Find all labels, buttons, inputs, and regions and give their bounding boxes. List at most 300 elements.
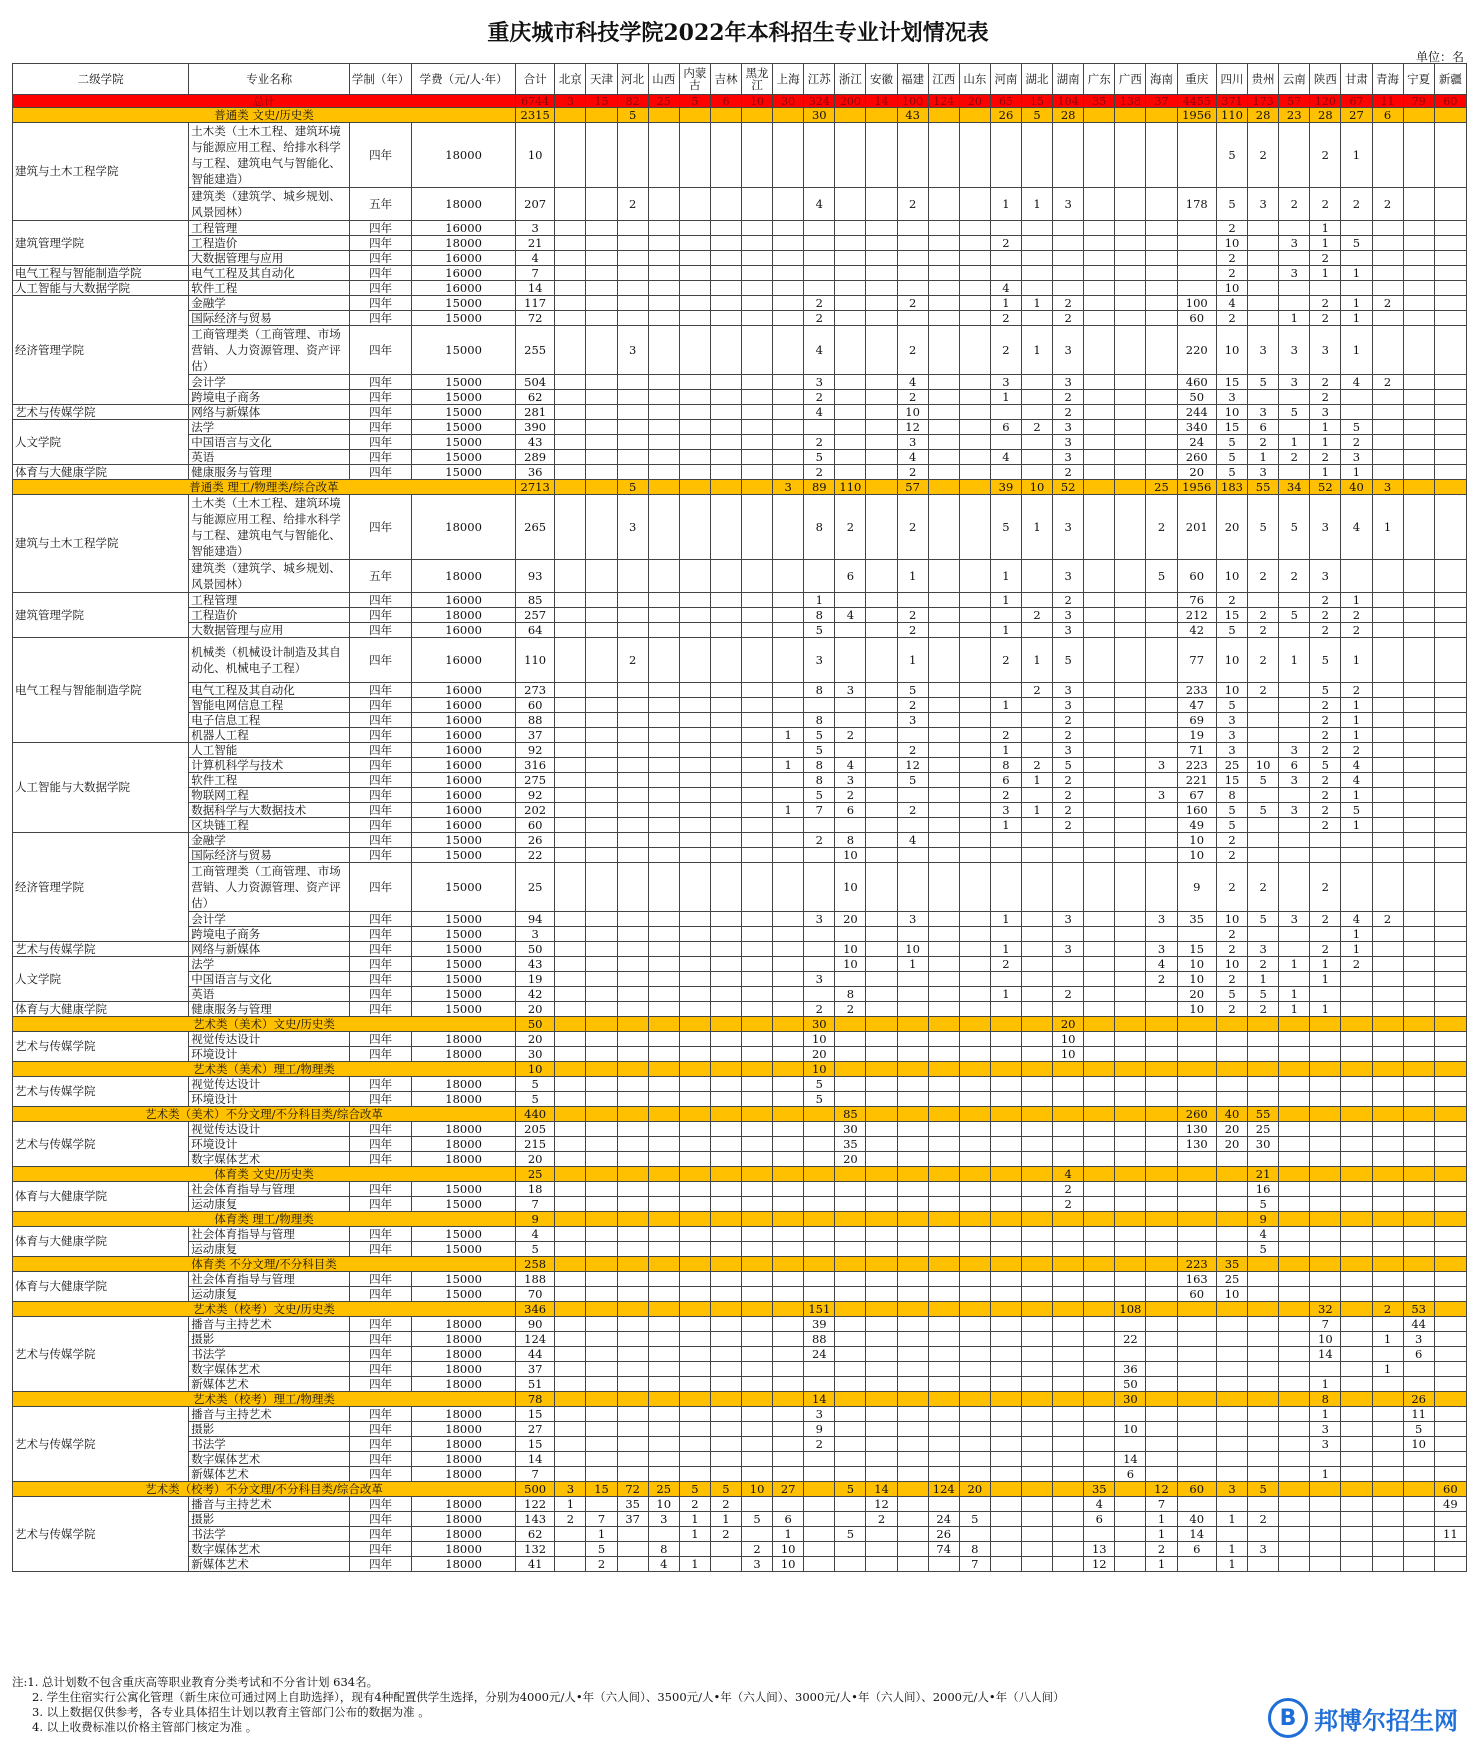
province-cell (835, 1557, 866, 1572)
province-cell (1146, 1077, 1177, 1092)
province-cell: 24 (804, 1347, 835, 1362)
province-cell (710, 375, 741, 390)
province-cell: 5 (1146, 560, 1177, 593)
province-cell (773, 912, 804, 927)
province-cell (835, 1167, 866, 1182)
province-cell (835, 1062, 866, 1077)
tuition-cell: 18000 (412, 1077, 516, 1092)
province-cell (1022, 1407, 1053, 1422)
major-cell: 播音与主持艺术 (189, 1497, 350, 1512)
province-cell (1022, 713, 1053, 728)
province-cell (773, 1242, 804, 1257)
province-cell (773, 1227, 804, 1242)
province-cell: 2 (1248, 435, 1279, 450)
province-cell (742, 1497, 773, 1512)
col-header: 广东 (1084, 64, 1115, 95)
province-cell: 1 (897, 638, 928, 683)
province-cell (1022, 593, 1053, 608)
province-cell (804, 1467, 835, 1482)
province-cell (990, 1512, 1021, 1527)
province-cell (835, 108, 866, 123)
province-cell (648, 912, 679, 927)
province-cell (1434, 833, 1466, 848)
province-cell (1053, 972, 1084, 987)
table-row (13, 863, 1467, 912)
province-cell (1053, 1407, 1084, 1422)
province-cell: 2 (804, 311, 835, 326)
province-cell: 104 (1053, 95, 1084, 108)
major-cell: 土木类（土木工程、建筑环境与能源应用工程、给排水科学与工程、建筑电气与智能化、智能建造） (189, 495, 350, 560)
tuition-cell: 15000 (412, 972, 516, 987)
province-cell (928, 713, 959, 728)
province-cell (555, 266, 586, 281)
province-cell: 260 (1177, 450, 1216, 465)
college-cell: 人文学院 (13, 420, 189, 465)
province-cell (1341, 1017, 1372, 1032)
province-cell (835, 1422, 866, 1437)
province-cell: 11 (1372, 95, 1403, 108)
province-cell (835, 326, 866, 375)
col-header: 学制（年） (350, 64, 412, 95)
major-cell: 健康服务与管理 (189, 1002, 350, 1017)
major-cell: 运动康复 (189, 1242, 350, 1257)
province-cell (648, 833, 679, 848)
province-cell: 19 (1177, 728, 1216, 743)
tuition-cell: 18000 (412, 1497, 516, 1512)
province-cell: 15 (1177, 942, 1216, 957)
province-cell (617, 375, 648, 390)
province-cell (1115, 1257, 1146, 1272)
total-cell: 346 (515, 1302, 554, 1317)
province-cell (1341, 1482, 1372, 1497)
province-cell (897, 1557, 928, 1572)
province-cell (897, 972, 928, 987)
province-cell (866, 1392, 897, 1407)
tuition-cell: 16000 (412, 803, 516, 818)
total-cell: 4 (515, 251, 554, 266)
province-cell (648, 1437, 679, 1452)
duration-cell: 四年 (350, 1227, 412, 1242)
province-cell (1341, 251, 1372, 266)
province-cell (1084, 927, 1115, 942)
province-cell (866, 1272, 897, 1287)
duration-cell: 四年 (350, 435, 412, 450)
province-cell (742, 296, 773, 311)
tuition-cell: 18000 (412, 560, 516, 593)
province-cell (1403, 1182, 1434, 1197)
table-row (13, 957, 1467, 972)
province-cell (1279, 1152, 1310, 1167)
province-cell (617, 281, 648, 296)
province-cell (1279, 623, 1310, 638)
province-cell (555, 728, 586, 743)
province-cell: 4 (990, 450, 1021, 465)
province-cell (617, 251, 648, 266)
province-cell (648, 1062, 679, 1077)
province-cell (555, 108, 586, 123)
province-cell (804, 1377, 835, 1392)
province-cell (617, 1092, 648, 1107)
province-cell (866, 1242, 897, 1257)
province-cell: 2 (1022, 758, 1053, 773)
province-cell (866, 713, 897, 728)
province-cell: 2 (1248, 123, 1279, 188)
category-label: 体育类 理工/物理类 (13, 1212, 516, 1227)
province-cell (835, 1212, 866, 1227)
province-cell (1403, 236, 1434, 251)
province-cell (959, 465, 990, 480)
province-cell (1177, 1017, 1216, 1032)
college-cell: 人工智能与大数据学院 (13, 743, 189, 833)
province-cell (1084, 1257, 1115, 1272)
province-cell (1372, 833, 1403, 848)
major-cell: 播音与主持艺术 (189, 1407, 350, 1422)
table-row (13, 1362, 1467, 1377)
province-cell (990, 1377, 1021, 1392)
province-cell: 1 (1022, 495, 1053, 560)
province-cell (959, 1002, 990, 1017)
province-cell (773, 266, 804, 281)
province-cell (959, 1122, 990, 1137)
province-cell (1248, 1557, 1279, 1572)
province-cell (866, 560, 897, 593)
total-cell: 202 (515, 803, 554, 818)
province-cell (586, 593, 617, 608)
province-cell (742, 848, 773, 863)
province-cell (586, 623, 617, 638)
province-cell (835, 698, 866, 713)
province-cell (742, 1122, 773, 1137)
province-cell (1115, 1107, 1146, 1122)
province-cell (959, 788, 990, 803)
province-cell: 6 (990, 773, 1021, 788)
table-row (13, 450, 1467, 465)
tuition-cell: 15000 (412, 435, 516, 450)
province-cell: 2 (1341, 743, 1372, 758)
tuition-cell: 16000 (412, 818, 516, 833)
tuition-cell: 16000 (412, 281, 516, 296)
province-cell (648, 480, 679, 495)
province-cell (1084, 1107, 1115, 1122)
province-cell (555, 560, 586, 593)
province-cell: 3 (555, 1482, 586, 1497)
province-cell (1146, 713, 1177, 728)
province-cell (928, 495, 959, 560)
duration-cell: 四年 (350, 1332, 412, 1347)
province-cell (1279, 1212, 1310, 1227)
province-cell (1022, 1032, 1053, 1047)
province-cell (1053, 266, 1084, 281)
major-cell: 工程造价 (189, 236, 350, 251)
province-cell (648, 788, 679, 803)
total-cell: 3 (515, 221, 554, 236)
province-cell (742, 1272, 773, 1287)
col-header: 新疆 (1434, 64, 1466, 95)
province-cell (1248, 390, 1279, 405)
province-cell (897, 848, 928, 863)
province-cell: 1 (1341, 698, 1372, 713)
province-cell: 4 (990, 281, 1021, 296)
province-cell (959, 390, 990, 405)
province-cell (928, 266, 959, 281)
province-cell (990, 1407, 1021, 1422)
province-cell (990, 1182, 1021, 1197)
province-cell (1115, 1497, 1146, 1512)
province-cell (1053, 123, 1084, 188)
province-cell: 10 (835, 848, 866, 863)
province-cell: 2 (1279, 188, 1310, 221)
province-cell (1279, 1062, 1310, 1077)
province-cell (1084, 1002, 1115, 1017)
province-cell (1434, 773, 1466, 788)
province-cell (1279, 1047, 1310, 1062)
province-cell (1434, 1272, 1466, 1287)
province-cell (710, 1377, 741, 1392)
duration-cell: 四年 (350, 758, 412, 773)
province-cell (1022, 1302, 1053, 1317)
province-cell (1310, 1287, 1341, 1302)
province-cell (1434, 848, 1466, 863)
province-cell (1372, 608, 1403, 623)
province-cell (835, 1497, 866, 1512)
province-cell (586, 1107, 617, 1122)
province-cell (1084, 1182, 1115, 1197)
province-cell (990, 1302, 1021, 1317)
province-cell (1084, 1167, 1115, 1182)
province-cell: 2 (1372, 1302, 1403, 1317)
province-cell (555, 1257, 586, 1272)
province-cell (648, 1527, 679, 1542)
province-cell (1084, 1452, 1115, 1467)
province-cell (710, 495, 741, 560)
province-cell: 25 (648, 1482, 679, 1497)
province-cell: 10 (804, 1062, 835, 1077)
province-cell (710, 1437, 741, 1452)
province-cell (1341, 1122, 1372, 1137)
province-cell (679, 803, 710, 818)
table-row (13, 848, 1467, 863)
total-cell: 92 (515, 743, 554, 758)
province-cell: 2 (1372, 188, 1403, 221)
province-cell (679, 123, 710, 188)
province-cell (1372, 1497, 1403, 1512)
province-cell: 50 (1115, 1377, 1146, 1392)
college-cell: 电气工程与智能制造学院 (13, 638, 189, 743)
province-cell: 3 (1053, 495, 1084, 560)
province-cell (1372, 1092, 1403, 1107)
province-cell (1177, 1467, 1216, 1482)
province-cell (897, 1422, 928, 1437)
province-cell: 60 (1177, 1287, 1216, 1302)
province-cell (835, 638, 866, 683)
province-cell (555, 435, 586, 450)
province-cell (928, 560, 959, 593)
province-cell (990, 1137, 1021, 1152)
province-cell (586, 1092, 617, 1107)
province-cell (1053, 1107, 1084, 1122)
province-cell: 20 (804, 1047, 835, 1062)
province-cell (742, 251, 773, 266)
province-cell (586, 863, 617, 912)
province-cell (897, 1167, 928, 1182)
total-cell: 36 (515, 465, 554, 480)
major-cell: 社会体育指导与管理 (189, 1227, 350, 1242)
province-cell (1146, 450, 1177, 465)
province-cell (679, 773, 710, 788)
province-cell (835, 1452, 866, 1467)
province-cell (679, 1257, 710, 1272)
province-cell: 2 (990, 638, 1021, 683)
province-cell (1084, 1317, 1115, 1332)
tuition-cell: 15000 (412, 296, 516, 311)
col-header: 云南 (1279, 64, 1310, 95)
province-cell (990, 465, 1021, 480)
province-cell (959, 251, 990, 266)
province-cell (586, 1422, 617, 1437)
province-cell (866, 266, 897, 281)
province-cell (742, 1332, 773, 1347)
province-cell (959, 972, 990, 987)
province-cell (710, 987, 741, 1002)
province-cell (1053, 957, 1084, 972)
total-cell: 7 (515, 1197, 554, 1212)
province-cell (742, 1137, 773, 1152)
major-cell: 物联网工程 (189, 788, 350, 803)
province-cell (710, 221, 741, 236)
province-cell (773, 560, 804, 593)
province-cell: 1 (1279, 987, 1310, 1002)
province-cell (555, 713, 586, 728)
major-cell: 数字媒体艺术 (189, 1152, 350, 1167)
province-cell (617, 683, 648, 698)
province-cell (773, 1392, 804, 1407)
province-cell (1372, 957, 1403, 972)
major-cell: 摄影 (189, 1512, 350, 1527)
province-cell (617, 713, 648, 728)
province-cell: 2 (1053, 788, 1084, 803)
province-cell (897, 1392, 928, 1407)
province-cell (804, 1242, 835, 1257)
tuition-cell: 18000 (412, 1332, 516, 1347)
province-cell (928, 1392, 959, 1407)
province-cell (990, 1092, 1021, 1107)
province-cell (773, 188, 804, 221)
duration-cell: 四年 (350, 1467, 412, 1482)
province-cell: 15 (586, 95, 617, 108)
major-cell: 数据科学与大数据技术 (189, 803, 350, 818)
province-cell (1084, 495, 1115, 560)
province-cell (617, 608, 648, 623)
province-cell: 5 (617, 108, 648, 123)
province-cell (1434, 296, 1466, 311)
major-cell: 社会体育指导与管理 (189, 1272, 350, 1287)
province-cell (586, 1347, 617, 1362)
duration-cell: 四年 (350, 773, 412, 788)
province-cell (1146, 1257, 1177, 1272)
province-cell (990, 1242, 1021, 1257)
province-cell (1434, 1512, 1466, 1527)
province-cell (1115, 698, 1146, 713)
province-cell (679, 1227, 710, 1242)
province-cell: 5 (1216, 818, 1247, 833)
province-cell: 3 (1341, 450, 1372, 465)
province-cell: 5 (1216, 623, 1247, 638)
province-cell (648, 1167, 679, 1182)
total-cell: 110 (515, 638, 554, 683)
province-cell (617, 296, 648, 311)
province-cell (1403, 683, 1434, 698)
province-cell (742, 450, 773, 465)
province-cell: 2 (835, 788, 866, 803)
province-cell (555, 1347, 586, 1362)
province-cell (1372, 390, 1403, 405)
province-cell (648, 972, 679, 987)
province-cell (866, 375, 897, 390)
province-cell (1216, 1302, 1247, 1317)
province-cell (1115, 375, 1146, 390)
province-cell (804, 848, 835, 863)
province-cell (928, 1047, 959, 1062)
province-cell: 20 (1216, 495, 1247, 560)
tuition-cell: 18000 (412, 1422, 516, 1437)
province-cell: 39 (990, 480, 1021, 495)
province-cell (555, 311, 586, 326)
province-cell: 26 (990, 108, 1021, 123)
province-cell (710, 638, 741, 683)
province-cell: 16 (1248, 1182, 1279, 1197)
province-cell (959, 405, 990, 420)
province-cell (1084, 942, 1115, 957)
province-cell (648, 803, 679, 818)
province-cell (617, 405, 648, 420)
province-cell (897, 1497, 928, 1512)
province-cell (586, 560, 617, 593)
province-cell (586, 1467, 617, 1482)
province-cell (1146, 375, 1177, 390)
total-cell: 2315 (515, 108, 554, 123)
province-cell (835, 1317, 866, 1332)
province-cell (1115, 1047, 1146, 1062)
province-cell (1403, 465, 1434, 480)
province-cell: 4 (1084, 1497, 1115, 1512)
province-cell (990, 863, 1021, 912)
province-cell: 1 (679, 1557, 710, 1572)
province-cell (1341, 1002, 1372, 1017)
province-cell (1177, 1407, 1216, 1422)
province-cell (710, 1227, 741, 1242)
province-cell (773, 623, 804, 638)
province-cell (1053, 1212, 1084, 1227)
province-cell (586, 1047, 617, 1062)
province-cell: 42 (1177, 623, 1216, 638)
province-cell: 27 (1341, 108, 1372, 123)
province-cell (679, 1362, 710, 1377)
province-cell (1403, 1017, 1434, 1032)
province-cell (648, 1122, 679, 1137)
province-cell (1084, 560, 1115, 593)
province-cell (1372, 1512, 1403, 1527)
province-cell (773, 818, 804, 833)
province-cell (1084, 1392, 1115, 1407)
province-cell (1216, 1212, 1247, 1227)
table-row (13, 266, 1467, 281)
province-cell (555, 743, 586, 758)
province-cell (866, 1017, 897, 1032)
province-cell (742, 1077, 773, 1092)
province-cell (1053, 1467, 1084, 1482)
college-cell: 体育与大健康学院 (13, 1227, 189, 1257)
province-cell (1372, 623, 1403, 638)
